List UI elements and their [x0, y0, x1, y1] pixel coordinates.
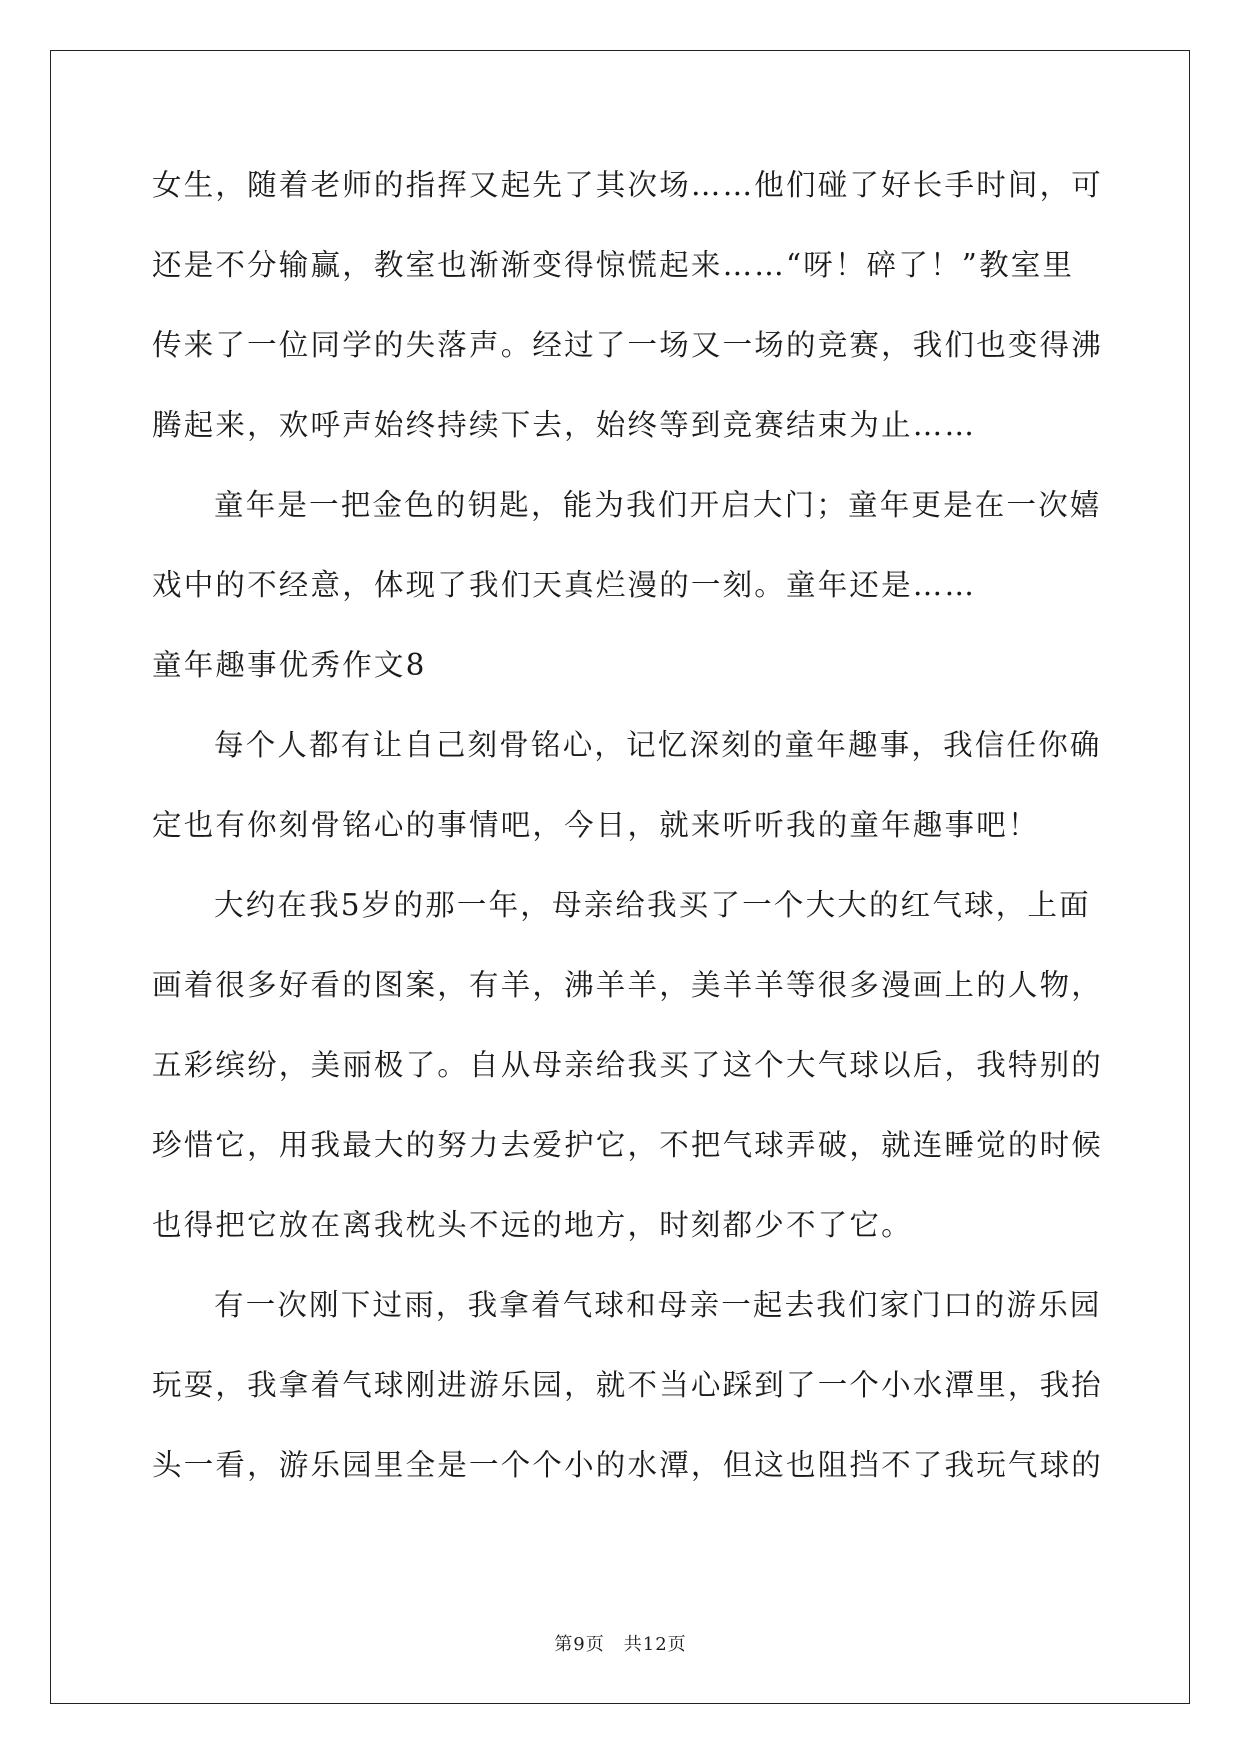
text-line: 玩耍，我拿着气球刚进游乐园，就不当心踩到了一个小水潭里，我抬 [152, 1368, 1104, 1402]
text-line: 戏中的不经意，体现了我们天真烂漫的一刻。童年还是…… [152, 568, 977, 602]
text-line: 大约在我5岁的那一年，母亲给我买了一个大大的红气球，上面 [214, 888, 1091, 922]
section-heading: 童年趣事优秀作文8 [152, 648, 427, 682]
text-line: 童年是一把金色的钥匙，能为我们开启大门；童年更是在一次嬉 [214, 488, 1102, 522]
page-number-footer: 第9页 共12页 [554, 1634, 687, 1655]
document-body [152, 160, 1104, 1520]
text-line: 腾起来，欢呼声始终持续下去，始终等到竞赛结束为止…… [152, 408, 977, 442]
text-line: 也得把它放在离我枕头不远的地方，时刻都少不了它。 [152, 1208, 913, 1242]
text-line: 珍惜它，用我最大的努力去爱护它，不把气球弄破，就连睡觉的时候 [152, 1128, 1104, 1162]
text-line: 五彩缤纷，美丽极了。自从母亲给我买了这个大气球以后，我特别的 [152, 1048, 1104, 1082]
text-line: 头一看，游乐园里全是一个个小的水潭，但这也阻挡不了我玩气球的 [152, 1448, 1104, 1482]
text-line: 每个人都有让自己刻骨铭心，记忆深刻的童年趣事，我信任你确 [214, 728, 1102, 762]
text-line: 定也有你刻骨铭心的事情吧，今日，就来听听我的童年趣事吧！ [152, 808, 1040, 842]
text-line: 女生，随着老师的指挥又起先了其次场……他们碰了好长手时间，可 [152, 168, 1104, 202]
text-line: 还是不分输赢，教室也渐渐变得惊慌起来……“呀！碎了！”教室里 [152, 248, 1075, 282]
text-line: 画着很多好看的图案，有羊，沸羊羊，美羊羊等很多漫画上的人物， [152, 968, 1104, 1002]
text-line: 传来了一位同学的失落声。经过了一场又一场的竞赛，我们也变得沸 [152, 328, 1104, 362]
text-line: 有一次刚下过雨，我拿着气球和母亲一起去我们家门口的游乐园 [214, 1288, 1102, 1322]
